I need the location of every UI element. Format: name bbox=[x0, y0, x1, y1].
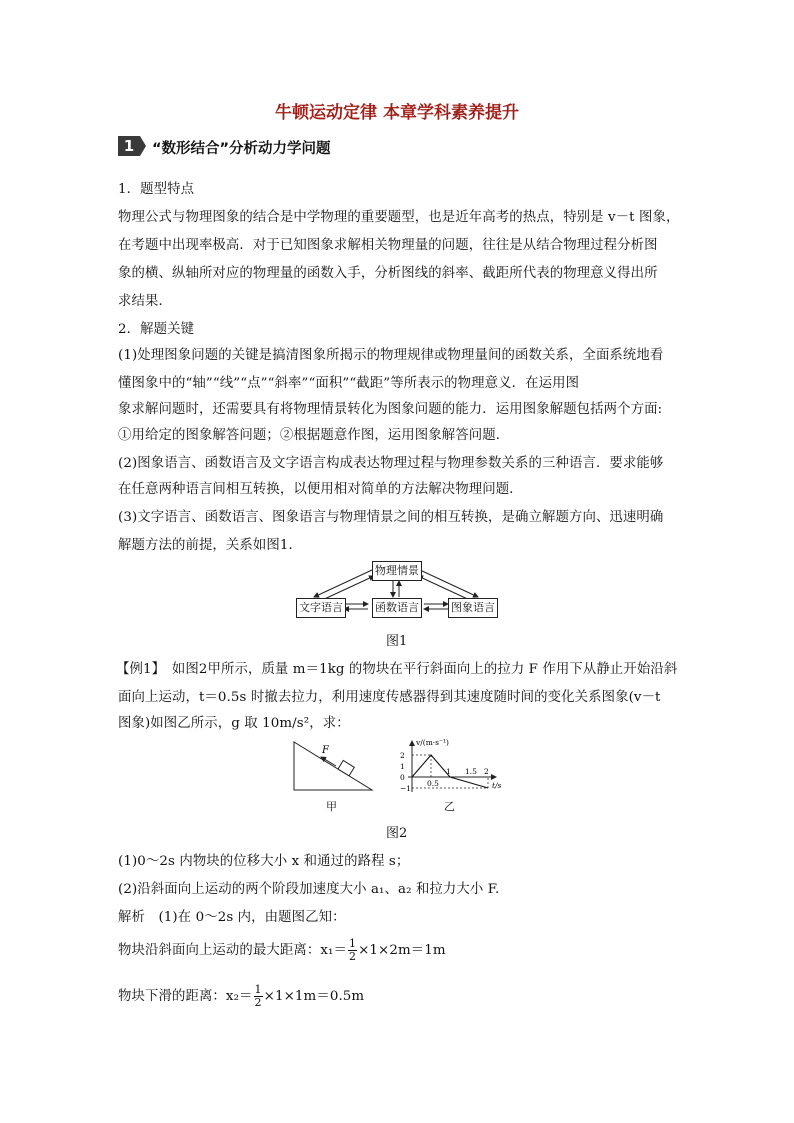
x-axis-label: t/s bbox=[492, 781, 502, 790]
page-title: 牛顿运动定律 本章学科素养提升 bbox=[275, 103, 519, 123]
fraction-numerator: 1 bbox=[348, 937, 357, 950]
example-text: 图象)如图乙所示，g 取 10m/s²，求： bbox=[118, 716, 350, 731]
heading-1: 1．题型特点 bbox=[118, 182, 195, 197]
y-tick-label: 0 bbox=[400, 773, 405, 782]
y-axis-label: v/(m·s⁻¹) bbox=[416, 738, 449, 747]
solution-intro: 解析 (1)在 0～2s 内，由题图乙知： bbox=[118, 910, 346, 925]
text-line: 解题方法的前提，关系如图1． bbox=[118, 538, 302, 553]
text-line: (3)文字语言、函数语言、图象语言与物理情景之间的相互转换，是确立解题方向、迅速明确 bbox=[118, 510, 664, 525]
text-line: 在考题中出现率极高．对于已知图象求解相关物理量的问题，往往是从结合物理过程分析图 bbox=[118, 238, 658, 253]
x-tick-label: 1 bbox=[446, 767, 451, 776]
text-line: 懂图象中的“轴”“线”“点”“斜率”“面积”“截距”等所表示的物理意义．在运用图 bbox=[118, 376, 580, 391]
figure-1-diagram bbox=[296, 560, 496, 620]
fraction-half bbox=[348, 938, 357, 963]
section-number-badge: 1 bbox=[118, 136, 140, 156]
solution-x2 bbox=[118, 984, 364, 1009]
example-text: 面向上运动，t＝0.5s 时撤去拉力，利用速度传感器得到其速度随时间的变化关系图象(v－t bbox=[118, 690, 661, 705]
label-jia: 甲 bbox=[326, 800, 337, 813]
text-line: 物理公式与物理图象的结合是中学物理的重要题型，也是近年高考的热点，特别是 v－t 图象， bbox=[118, 210, 680, 225]
text-line: (2)图象语言、函数语言及文字语言构成表达物理过程与物理参数关系的三种语言．要求能够 bbox=[118, 456, 664, 471]
solution-x1-lead: 物块沿斜面向上运动的最大距离：x₁＝ bbox=[118, 943, 347, 958]
question-1: (1)0～2s 内物块的位移大小 x 和通过的路程 s； bbox=[118, 854, 410, 869]
figure-2-incline bbox=[292, 738, 376, 794]
text-line: 象的横、纵轴所对应的物理量的函数入手，分析图线的斜率、截距所代表的物理意义得出所 bbox=[118, 266, 658, 281]
y-tick-label: 2 bbox=[400, 751, 405, 760]
solution-x2-lead: 物块下滑的距离：x₂＝ bbox=[118, 989, 253, 1004]
solution-x1-rest: ×1×2m＝1m bbox=[358, 943, 446, 958]
solution-x2-rest: ×1×1m＝0.5m bbox=[263, 989, 365, 1004]
fraction-numerator: 1 bbox=[254, 983, 262, 996]
y-tick-label: −1 bbox=[400, 784, 412, 793]
box-function-language: 函数语言 bbox=[372, 598, 422, 618]
example-text: 【例1】 如图2甲所示，质量 m＝1kg 的物块在平行斜面向上的拉力 F 作用下从静止开始沿斜 bbox=[116, 662, 678, 677]
solution-x1 bbox=[118, 938, 446, 963]
text-line: (1)处理图象问题的关键是搞清图象所揭示的物理规律或物理量间的函数关系，全面系统地看 bbox=[118, 348, 664, 363]
label-yi: 乙 bbox=[444, 800, 455, 813]
fraction-half bbox=[254, 984, 263, 1009]
fraction-denominator: 2 bbox=[348, 950, 357, 963]
x-tick-label: 1.5 bbox=[465, 767, 477, 776]
text-line: 求结果． bbox=[118, 294, 172, 309]
figure-1-caption: 图1 bbox=[386, 634, 408, 649]
section-title: “数形结合”分析动力学问题 bbox=[152, 141, 331, 157]
block bbox=[338, 760, 354, 775]
x-tick-label: 2 bbox=[484, 767, 489, 776]
text-line: 象求解问题时，还需要具有将物理情景转化为图象问题的能力．运用图象解题包括两个方面: bbox=[118, 402, 663, 417]
text-line: 在任意两种语言间相互转换，以便用相对简单的方法解决物理问题． bbox=[118, 482, 523, 497]
box-text-language: 文字语言 bbox=[296, 598, 346, 618]
question-2: (2)沿斜面向上运动的两个阶段加速度大小 a₁、a₂ 和拉力大小 F. bbox=[118, 882, 500, 897]
figure-2-caption: 图2 bbox=[386, 826, 408, 841]
x-tick-label: 0.5 bbox=[427, 779, 439, 788]
box-graph-language: 图象语言 bbox=[448, 598, 498, 618]
y-tick-label: 1 bbox=[400, 762, 405, 771]
force-label: F bbox=[322, 745, 329, 756]
text-line: ①用给定的图象解答问题；②根据题意作图，运用图象解答问题． bbox=[118, 428, 510, 443]
fraction-denominator: 2 bbox=[254, 996, 262, 1009]
heading-2: 2．解题关键 bbox=[118, 322, 195, 337]
box-physics-scenario: 物理情景 bbox=[372, 561, 422, 581]
figure-2-vt-graph bbox=[394, 736, 506, 798]
